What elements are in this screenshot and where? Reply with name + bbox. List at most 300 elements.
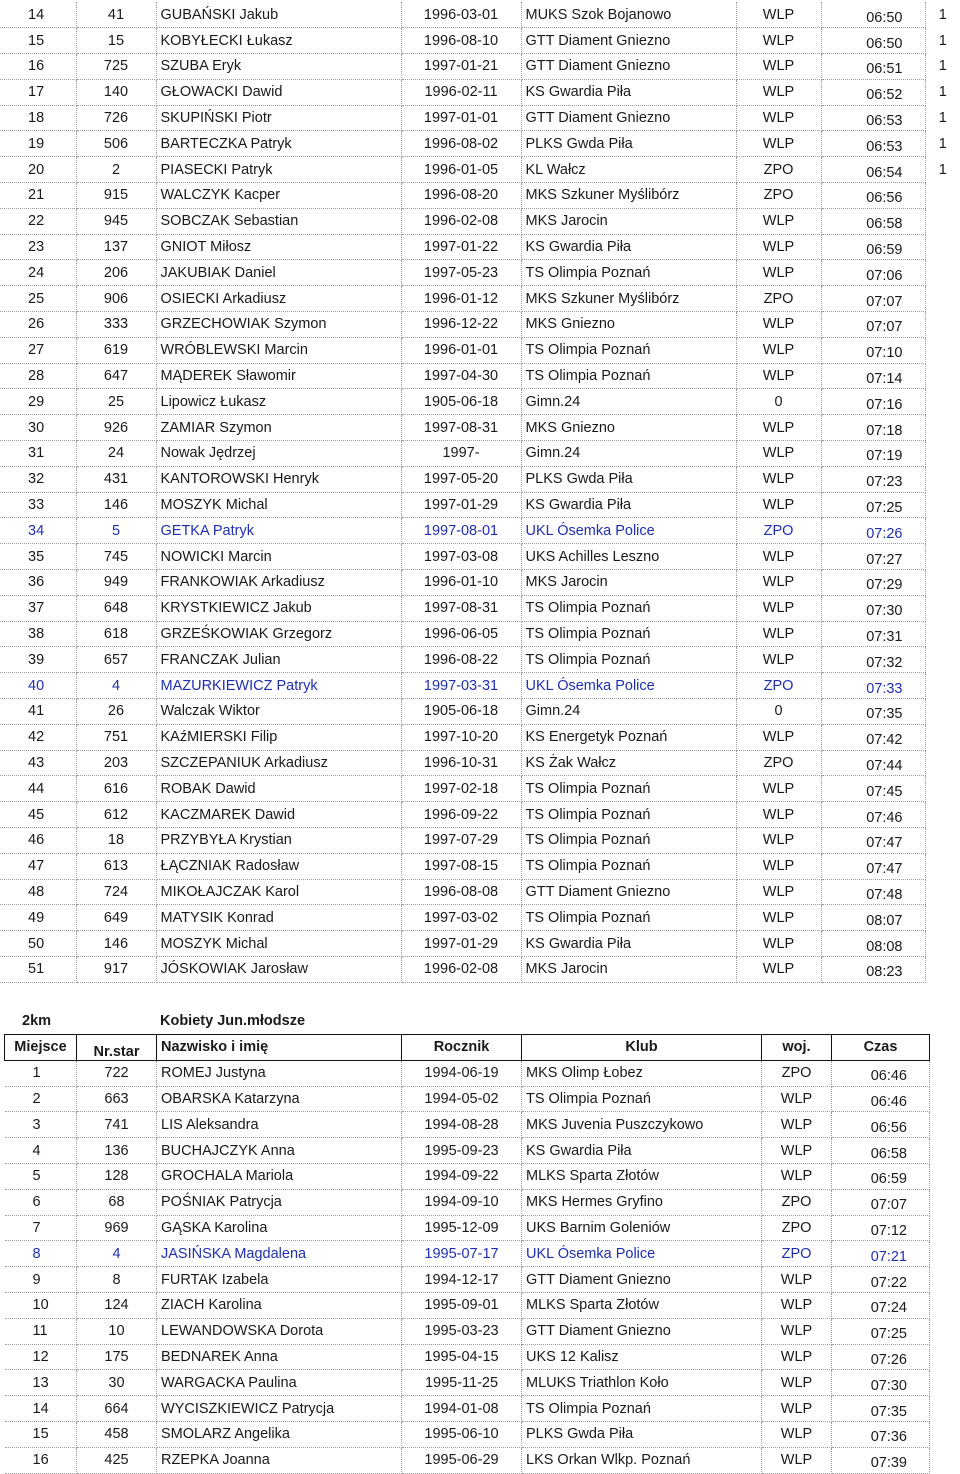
table-row [0,363,960,389]
voivodeship: WLP [762,1447,832,1473]
birth-date: 1905-06-18 [401,699,521,725]
result-place: 41 [0,699,76,725]
birth-date: 1996-02-08 [401,956,521,982]
table-row [5,1421,930,1447]
extra-flag [925,802,960,828]
table-row [0,905,960,931]
start-number: 26 [76,699,156,725]
athlete-name: KANTOROWSKI Henryk [156,466,401,492]
finish-time: 07:12 [832,1215,930,1241]
start-number: 5 [76,518,156,544]
category-label: Kobiety Jun.młodsze [160,1013,306,1029]
table-row [0,2,960,28]
start-number: 619 [76,337,156,363]
athlete-name: FRANCZAK Julian [156,647,401,673]
club-name: LKS Orkan Wlkp. Poznań [522,1447,762,1473]
result-place: 42 [0,724,76,750]
athlete-name: GĄSKA Karolina [157,1215,402,1241]
birth-date: 1997-08-31 [401,595,521,621]
voivodeship: WLP [736,956,821,982]
result-place: 34 [0,518,76,544]
start-number: 647 [76,363,156,389]
voivodeship: WLP [736,905,821,931]
result-place: 33 [0,492,76,518]
voivodeship: ZPO [762,1215,832,1241]
result-place: 14 [5,1396,77,1422]
birth-date: 1994-01-08 [402,1396,522,1422]
voivodeship: WLP [736,595,821,621]
birth-date: 1997-05-23 [401,260,521,286]
finish-time: 07:16 [821,389,925,415]
birth-date: 1997-08-31 [401,415,521,441]
start-number: 917 [76,956,156,982]
start-number: 431 [76,466,156,492]
voivodeship: WLP [736,79,821,105]
extra-flag: 1 [938,6,947,23]
extra-flag: 1 [938,32,947,49]
start-number: 722 [77,1060,157,1086]
table-row [0,828,960,854]
finish-time: 07:07 [832,1189,930,1215]
birth-date: 1997-07-29 [401,828,521,854]
finish-time: 07:33 [821,673,925,699]
results-table-men [0,2,960,983]
extra-flag [925,595,960,621]
table-row [0,570,960,596]
voivodeship: WLP [762,1267,832,1293]
club-name: GTT Diament Gniezno [521,879,736,905]
extra-flag [925,312,960,338]
table-row [5,1163,930,1189]
results-table-women [4,1034,930,1474]
result-place: 23 [0,234,76,260]
birth-date: 1996-01-05 [401,157,521,183]
result-place: 4 [5,1138,77,1164]
start-number: 68 [77,1189,157,1215]
voivodeship: WLP [736,415,821,441]
birth-date: 1997-04-30 [401,363,521,389]
finish-time: 07:35 [832,1396,930,1422]
voivodeship: WLP [736,492,821,518]
club-name: MKS Olimp Łobez [522,1060,762,1086]
result-place: 6 [5,1189,77,1215]
result-place: 8 [5,1241,77,1267]
start-number: 8 [77,1267,157,1293]
result-place: 1 [5,1060,77,1086]
voivodeship: WLP [736,931,821,957]
result-place: 30 [0,415,76,441]
birth-date: 1994-09-10 [402,1189,522,1215]
start-number: 612 [76,802,156,828]
athlete-name: GETKA Patryk [156,518,401,544]
birth-date: 1994-08-28 [402,1112,522,1138]
start-number: 663 [77,1086,157,1112]
voivodeship: WLP [736,724,821,750]
voivodeship: WLP [736,802,821,828]
club-name: MKS Jarocin [521,956,736,982]
result-place: 39 [0,647,76,673]
table-row [5,1138,930,1164]
finish-time: 07:42 [821,724,925,750]
start-number: 618 [76,621,156,647]
birth-date: 1996-08-20 [401,183,521,209]
voivodeship: WLP [736,54,821,80]
birth-date: 1996-12-22 [401,312,521,338]
finish-time: 07:10 [821,337,925,363]
club-name: TS Olimpia Poznań [522,1396,762,1422]
extra-flag [925,286,960,312]
athlete-name: PIASECKI Patryk [156,157,401,183]
finish-time: 07:47 [821,853,925,879]
table-row [5,1060,930,1086]
extra-flag [925,389,960,415]
result-place: 5 [5,1163,77,1189]
athlete-name: KACZMAREK Dawid [156,802,401,828]
birth-date: 1996-01-12 [401,286,521,312]
finish-time: 07:35 [821,699,925,725]
start-number: 969 [77,1215,157,1241]
extra-flag [925,879,960,905]
athlete-name: Nowak Jędrzej [156,441,401,467]
result-place: 18 [0,105,76,131]
birth-date: 1997-05-20 [401,466,521,492]
table-row [5,1086,930,1112]
voivodeship: WLP [736,647,821,673]
voivodeship: ZPO [762,1241,832,1267]
club-name: TS Olimpia Poznań [521,595,736,621]
birth-date: 1994-05-02 [402,1086,522,1112]
club-name: MUKS Szok Bojanowo [521,2,736,28]
voivodeship: WLP [736,570,821,596]
club-name: MKS Jarocin [521,570,736,596]
finish-time: 07:27 [821,544,925,570]
birth-date: 1997-08-01 [401,518,521,544]
finish-time: 07:32 [821,647,925,673]
start-number: 648 [76,595,156,621]
athlete-name: LEWANDOWSKA Dorota [157,1318,402,1344]
extra-flag [925,466,960,492]
athlete-name: NOWICKI Marcin [156,544,401,570]
club-name: MKS Szkuner Myślibórz [521,286,736,312]
table-row [0,415,960,441]
voivodeship: ZPO [736,673,821,699]
extra-flag [925,699,960,725]
header-place: Miejsce [5,1035,77,1061]
club-name: TS Olimpia Poznań [521,776,736,802]
club-name: MKS Jarocin [521,208,736,234]
athlete-name: OSIECKI Arkadiusz [156,286,401,312]
club-name: KS Gwardia Piła [521,492,736,518]
finish-time: 07:29 [821,570,925,596]
result-place: 45 [0,802,76,828]
club-name: MKS Gniezno [521,312,736,338]
start-number: 745 [76,544,156,570]
table-row [0,879,960,905]
club-name: MKS Szkuner Myślibórz [521,183,736,209]
athlete-name: KOBYŁECKI Łukasz [156,28,401,54]
table-row [0,492,960,518]
athlete-name: SOBCZAK Sebastian [156,208,401,234]
header-name: Nazwisko i imię [157,1035,402,1061]
athlete-name: GRZECHOWIAK Szymon [156,312,401,338]
result-place: 43 [0,750,76,776]
club-name: PLKS Gwda Piła [521,466,736,492]
voivodeship: WLP [762,1112,832,1138]
extra-flag: 1 [938,135,947,152]
finish-time: 06:53 [821,131,925,157]
result-place: 28 [0,363,76,389]
birth-date: 1996-06-05 [401,621,521,647]
result-place: 35 [0,544,76,570]
start-number: 664 [77,1396,157,1422]
finish-time: 06:46 [832,1060,930,1086]
birth-date: 1994-09-22 [402,1163,522,1189]
birth-date: 1997-02-18 [401,776,521,802]
result-place: 25 [0,286,76,312]
athlete-name: ROBAK Dawid [156,776,401,802]
finish-time: 07:24 [832,1292,930,1318]
birth-date: 1996-03-01 [401,2,521,28]
start-number: 613 [76,853,156,879]
table-row [5,1396,930,1422]
result-place: 10 [5,1292,77,1318]
club-name: MLKS Sparta Złotów [522,1292,762,1318]
header-club: Klub [522,1035,762,1061]
club-name: UKL Ósemka Police [521,673,736,699]
athlete-name: ROMEJ Justyna [157,1060,402,1086]
start-number: 18 [76,828,156,854]
table-row [0,544,960,570]
extra-flag [925,724,960,750]
start-number: 724 [76,879,156,905]
club-name: KS Energetyk Poznań [521,724,736,750]
birth-date: 1997-03-02 [401,905,521,931]
voivodeship: 0 [736,699,821,725]
club-name: MKS Hermes Gryfino [522,1189,762,1215]
table-row [0,389,960,415]
voivodeship: WLP [736,544,821,570]
table-row [5,1318,930,1344]
table-row [0,286,960,312]
start-number: 15 [76,28,156,54]
finish-time: 07:18 [821,415,925,441]
voivodeship: ZPO [736,157,821,183]
table-row [0,724,960,750]
finish-time: 07:36 [832,1421,930,1447]
athlete-name: ZAMIAR Szymon [156,415,401,441]
table-row [0,621,960,647]
athlete-name: MOSZYK Michal [156,492,401,518]
club-name: GTT Diament Gniezno [522,1318,762,1344]
athlete-name: ŁĄCZNIAK Radosław [156,853,401,879]
athlete-name: FURTAK Izabela [157,1267,402,1293]
finish-time: 07:21 [832,1241,930,1267]
club-name: UKS Achilles Leszno [521,544,736,570]
athlete-name: Lipowicz Łukasz [156,389,401,415]
finish-time: 07:39 [832,1447,930,1473]
finish-time: 06:54 [821,157,925,183]
birth-date: 1994-12-17 [402,1267,522,1293]
birth-date: 1994-06-19 [402,1060,522,1086]
finish-time: 07:23 [821,466,925,492]
athlete-name: ZIACH Karolina [157,1292,402,1318]
result-place: 47 [0,853,76,879]
club-name: UKS 12 Kalisz [522,1344,762,1370]
voivodeship: WLP [762,1370,832,1396]
result-place: 15 [5,1421,77,1447]
athlete-name: SZUBA Eryk [156,54,401,80]
birth-date: 1996-10-31 [401,750,521,776]
birth-date: 1997-03-08 [401,544,521,570]
start-number: 945 [76,208,156,234]
table-row [0,466,960,492]
section-label [0,1013,960,1033]
extra-flag [925,905,960,931]
extra-flag [925,956,960,982]
voivodeship: WLP [736,363,821,389]
club-name: GTT Diament Gniezno [521,54,736,80]
voivodeship: WLP [736,776,821,802]
finish-time: 06:59 [832,1163,930,1189]
result-place: 17 [0,79,76,105]
result-place: 11 [5,1318,77,1344]
athlete-name: MOSZYK Michal [156,931,401,957]
voivodeship: WLP [762,1318,832,1344]
start-number: 128 [77,1163,157,1189]
result-place: 19 [0,131,76,157]
finish-time: 06:56 [832,1112,930,1138]
start-number: 124 [77,1292,157,1318]
result-place: 7 [5,1215,77,1241]
voivodeship: WLP [736,208,821,234]
athlete-name: SZCZEPANIUK Arkadiusz [156,750,401,776]
birth-date: 1995-06-10 [402,1421,522,1447]
extra-flag [925,183,960,209]
start-number: 906 [76,286,156,312]
birth-date: 1997-10-20 [401,724,521,750]
table-row [0,699,960,725]
birth-date: 1997-08-15 [401,853,521,879]
finish-time: 06:50 [821,2,925,28]
athlete-name: GROCHALA Mariola [157,1163,402,1189]
birth-date: 1997- [401,441,521,467]
athlete-name: MIKOŁAJCZAK Karol [156,879,401,905]
result-place: 20 [0,157,76,183]
club-name: UKL Ósemka Police [521,518,736,544]
voivodeship: WLP [736,466,821,492]
start-number: 649 [76,905,156,931]
voivodeship: WLP [736,828,821,854]
start-number: 140 [76,79,156,105]
birth-date: 1995-12-09 [402,1215,522,1241]
birth-date: 1996-02-08 [401,208,521,234]
club-name: GTT Diament Gniezno [521,28,736,54]
start-number: 333 [76,312,156,338]
table-row [5,1112,930,1138]
finish-time: 07:47 [821,828,925,854]
club-name: KS Gwardia Piła [521,79,736,105]
table-row [0,79,960,105]
finish-time: 07:07 [821,286,925,312]
birth-date: 1995-11-25 [402,1370,522,1396]
result-place: 12 [5,1344,77,1370]
start-number: 725 [76,54,156,80]
extra-flag [925,441,960,467]
header-voivodeship: woj. [762,1035,832,1061]
table-row [0,802,960,828]
result-place: 22 [0,208,76,234]
table-row [0,183,960,209]
extra-flag [925,673,960,699]
birth-date: 1996-01-10 [401,570,521,596]
finish-time: 07:45 [821,776,925,802]
birth-date: 1995-07-17 [402,1241,522,1267]
table-row [0,312,960,338]
table-row [5,1292,930,1318]
voivodeship: ZPO [762,1189,832,1215]
result-place: 15 [0,28,76,54]
table-row [5,1370,930,1396]
club-name: TS Olimpia Poznań [521,337,736,363]
finish-time: 07:25 [821,492,925,518]
athlete-name: MAZURKIEWICZ Patryk [156,673,401,699]
start-number: 137 [76,234,156,260]
finish-time: 06:59 [821,234,925,260]
athlete-name: RZEPKA Joanna [157,1447,402,1473]
start-number: 926 [76,415,156,441]
athlete-name: SMOLARZ Angelika [157,1421,402,1447]
result-place: 50 [0,931,76,957]
table-row [0,337,960,363]
birth-date: 1995-09-23 [402,1138,522,1164]
finish-time: 07:46 [821,802,925,828]
table-header-row [5,1035,930,1061]
results-table-men-body [0,2,960,982]
table-row [0,441,960,467]
finish-time: 06:50 [821,28,925,54]
extra-flag: 1 [938,58,947,75]
table-row [0,853,960,879]
extra-flag [925,260,960,286]
table-row [5,1344,930,1370]
athlete-name: WRÓBLEWSKI Marcin [156,337,401,363]
finish-time: 06:53 [821,105,925,131]
start-number: 949 [76,570,156,596]
start-number: 425 [77,1447,157,1473]
table-row [0,776,960,802]
table-row [0,750,960,776]
finish-time: 07:48 [821,879,925,905]
club-name: TS Olimpia Poznań [521,905,736,931]
result-place: 46 [0,828,76,854]
club-name: TS Olimpia Poznań [521,621,736,647]
result-place: 51 [0,956,76,982]
voivodeship: ZPO [762,1060,832,1086]
finish-time: 08:07 [821,905,925,931]
start-number: 616 [76,776,156,802]
birth-date: 1996-08-08 [401,879,521,905]
voivodeship: WLP [762,1344,832,1370]
birth-date: 1997-01-29 [401,931,521,957]
extra-flag [925,750,960,776]
birth-date: 1996-01-01 [401,337,521,363]
athlete-name: KAźMIERSKI Filip [156,724,401,750]
club-name: PLKS Gwda Piła [521,131,736,157]
finish-time: 07:14 [821,363,925,389]
table-row [0,673,960,699]
finish-time: 07:26 [821,518,925,544]
start-number: 458 [77,1421,157,1447]
